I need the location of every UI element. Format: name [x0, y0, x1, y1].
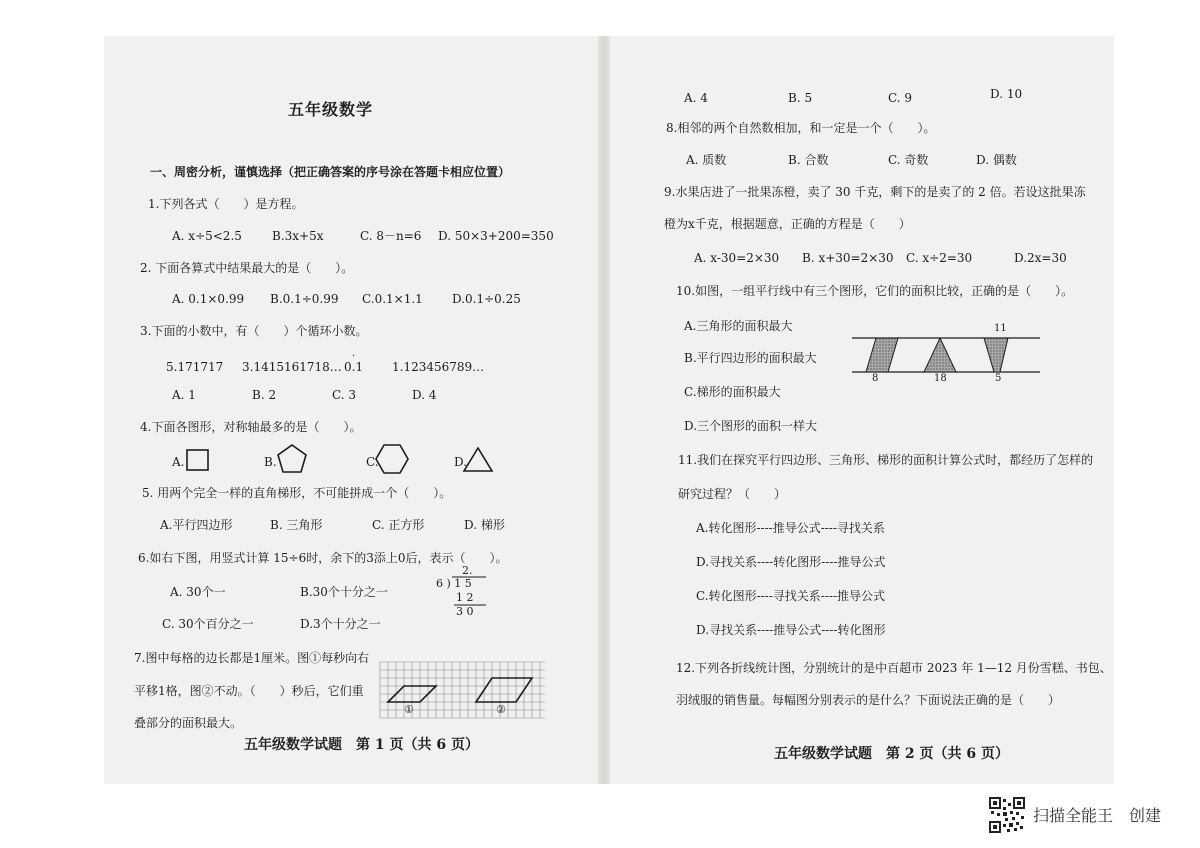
figure-1-label: ① — [404, 703, 414, 716]
question-12-line-1: 12.下列各折线统计图，分别统计的是中百超市 2023 年 1—12 月份雪糕、书包、 — [676, 661, 1112, 675]
q4-option-a: A. — [172, 455, 185, 469]
page-fold — [598, 36, 610, 784]
question-7-line-1: 7.图中每格的边长都是1厘米。图①每秒向右 — [134, 651, 370, 665]
q1-option-b: B.3x+5x — [272, 229, 324, 243]
pentagon-shape-icon — [276, 443, 308, 475]
q4-option-b: B. — [264, 455, 277, 469]
question-12-line-2: 羽绒服的销售量。每幅图分别表示的是什么？下面说法正确的是（ ） — [676, 693, 1061, 707]
question-7-line-3: 叠部分的面积最大。 — [134, 716, 243, 730]
question-9-line-2: 橙为x千克，根据题意，正确的方程是（ ） — [664, 217, 911, 231]
q3-number-4: 1.123456789… — [392, 360, 485, 374]
q3-number-3: 0.1 — [344, 360, 364, 374]
repeating-dot-mark: · — [352, 351, 356, 362]
question-11-line-2: 研究过程？（ ） — [678, 487, 787, 501]
scanner-watermark — [989, 797, 1179, 833]
hexagon-shape-icon — [374, 443, 410, 475]
question-3: 3.下面的小数中，有（ ）个循环小数。 — [140, 324, 368, 338]
figure-2-label: ② — [496, 703, 506, 716]
q3-number-2: 3.1415161718… — [242, 360, 342, 374]
q10-option-a: A.三角形的面积最大 — [684, 319, 793, 333]
q7-option-c: C. 9 — [888, 91, 913, 105]
q5-option-c: C. 正方形 — [372, 518, 425, 532]
q6-option-b: B.30个十分之一 — [300, 585, 388, 599]
q3-option-b: B. 2 — [252, 388, 277, 402]
question-6: 6.如右下图，用竖式计算 15÷6时，余下的3添上0后，表示（ ）。 — [138, 551, 508, 565]
question-8: 8.相邻的两个自然数相加，和一定是一个（ ）。 — [666, 121, 936, 135]
section-heading: 一、周密分析，谨慎选择（把正确答案的序号涂在答题卡相应位置） — [150, 165, 511, 179]
q8-option-d: D. 偶数 — [976, 153, 1017, 167]
division-subtrahend: 1 2 — [456, 591, 474, 604]
q11-option-a: A.转化图形----推导公式----寻找关系 — [696, 521, 885, 535]
q5-option-d: D. 梯形 — [464, 518, 505, 532]
q10-option-d: D.三个图形的面积一样大 — [684, 419, 818, 433]
q9-option-a: A. x-30=2×30 — [694, 251, 780, 265]
q2-option-c: C.0.1×1.1 — [362, 292, 423, 306]
question-11-line-1: 11.我们在探究平行四边形、三角形、梯形的面积计算公式时，都经历了怎样的 — [678, 453, 1094, 467]
q7-option-d: D. 10 — [990, 87, 1023, 101]
division-remainder: 3 0 — [456, 605, 474, 618]
q11-option-d: D.寻找关系----推导公式----转化图形 — [696, 623, 886, 637]
q3-option-c: C. 3 — [332, 388, 357, 402]
q2-option-d: D.0.1÷0.25 — [452, 292, 521, 306]
q8-option-a: A. 质数 — [686, 153, 727, 167]
figure-label-trapezoid: 5 — [995, 373, 1002, 384]
q4-option-d: D. — [454, 455, 468, 469]
q1-option-d: D. 50×3+200=350 — [438, 229, 554, 243]
division-divisor-dividend: 6 ) 1 5 — [436, 577, 472, 590]
q9-option-d: D.2x=30 — [1014, 251, 1067, 265]
q8-option-b: B. 合数 — [788, 153, 829, 167]
q10-option-b: B.平行四边形的面积最大 — [684, 351, 817, 365]
q3-option-a: A. 1 — [172, 388, 196, 402]
question-9-line-1: 9.水果店进了一批果冻橙，卖了 30 千克，剩下的是卖了的 2 倍。若设这批果冻 — [664, 185, 1086, 199]
figure-label-triangle: 18 — [934, 373, 947, 384]
question-4: 4.下面各图形，对称轴最多的是（ ）。 — [140, 420, 362, 434]
q4-option-c: C. — [366, 455, 379, 469]
q11-option-c: C.转化图形----寻找关系----推导公式 — [696, 589, 886, 603]
question-10: 10.如图，一组平行线中有三个图形，它们的面积比较，正确的是（ ）。 — [676, 284, 1074, 298]
division-quotient: 2. — [462, 564, 473, 577]
q10-option-c: C.梯形的面积最大 — [684, 385, 781, 399]
right-page-footer: 五年级数学试题 第 2 页（共 6 页） — [774, 746, 1009, 762]
figure-label-top: 11 — [994, 323, 1007, 334]
q9-option-c: C. x÷2=30 — [906, 251, 973, 265]
page-title: 五年级数学 — [288, 100, 374, 119]
question-1: 1.下列各式（ ）是方程。 — [148, 197, 304, 211]
q7-option-a: A. 4 — [684, 91, 708, 105]
question-7-line-2: 平移1格，图②不动。（ ）秒后，它们重 — [134, 684, 364, 698]
q5-option-b: B. 三角形 — [270, 518, 323, 532]
q3-number-1: 5.171717 — [166, 360, 224, 374]
q5-option-a: A.平行四边形 — [160, 518, 233, 532]
q1-option-c: C. 8－n=6 — [360, 229, 422, 243]
figure-label-parallelogram: 8 — [872, 373, 879, 384]
qr-code-icon — [989, 797, 1025, 833]
q1-option-a: A. x÷5<2.5 — [172, 229, 242, 243]
question-2: 2. 下面各算式中结果最大的是（ ）。 — [140, 261, 354, 275]
q8-option-c: C. 奇数 — [888, 153, 929, 167]
q6-option-a: A. 30个一 — [170, 585, 226, 599]
question-5: 5. 用两个完全一样的直角梯形，不可能拼成一个（ ）。 — [142, 486, 452, 500]
left-page-footer: 五年级数学试题 第 1 页（共 6 页） — [244, 737, 479, 753]
watermark-text: 扫描全能王 创建 — [1033, 806, 1162, 825]
triangle-shape-icon — [462, 446, 494, 474]
parallel-lines-figure — [852, 332, 1042, 380]
q6-option-d: D.3个十分之一 — [300, 617, 381, 631]
q2-option-a: A. 0.1×0.99 — [172, 292, 245, 306]
q11-option-b: D.寻找关系----转化图形----推导公式 — [696, 555, 886, 569]
q9-option-b: B. x+30=2×30 — [802, 251, 894, 265]
q7-option-b: B. 5 — [788, 91, 813, 105]
q2-option-b: B.0.1÷0.99 — [270, 292, 339, 306]
division-lines — [450, 576, 490, 608]
square-shape-icon — [186, 448, 210, 472]
q6-option-c: C. 30个百分之一 — [162, 617, 254, 631]
q3-option-d: D. 4 — [412, 388, 437, 402]
